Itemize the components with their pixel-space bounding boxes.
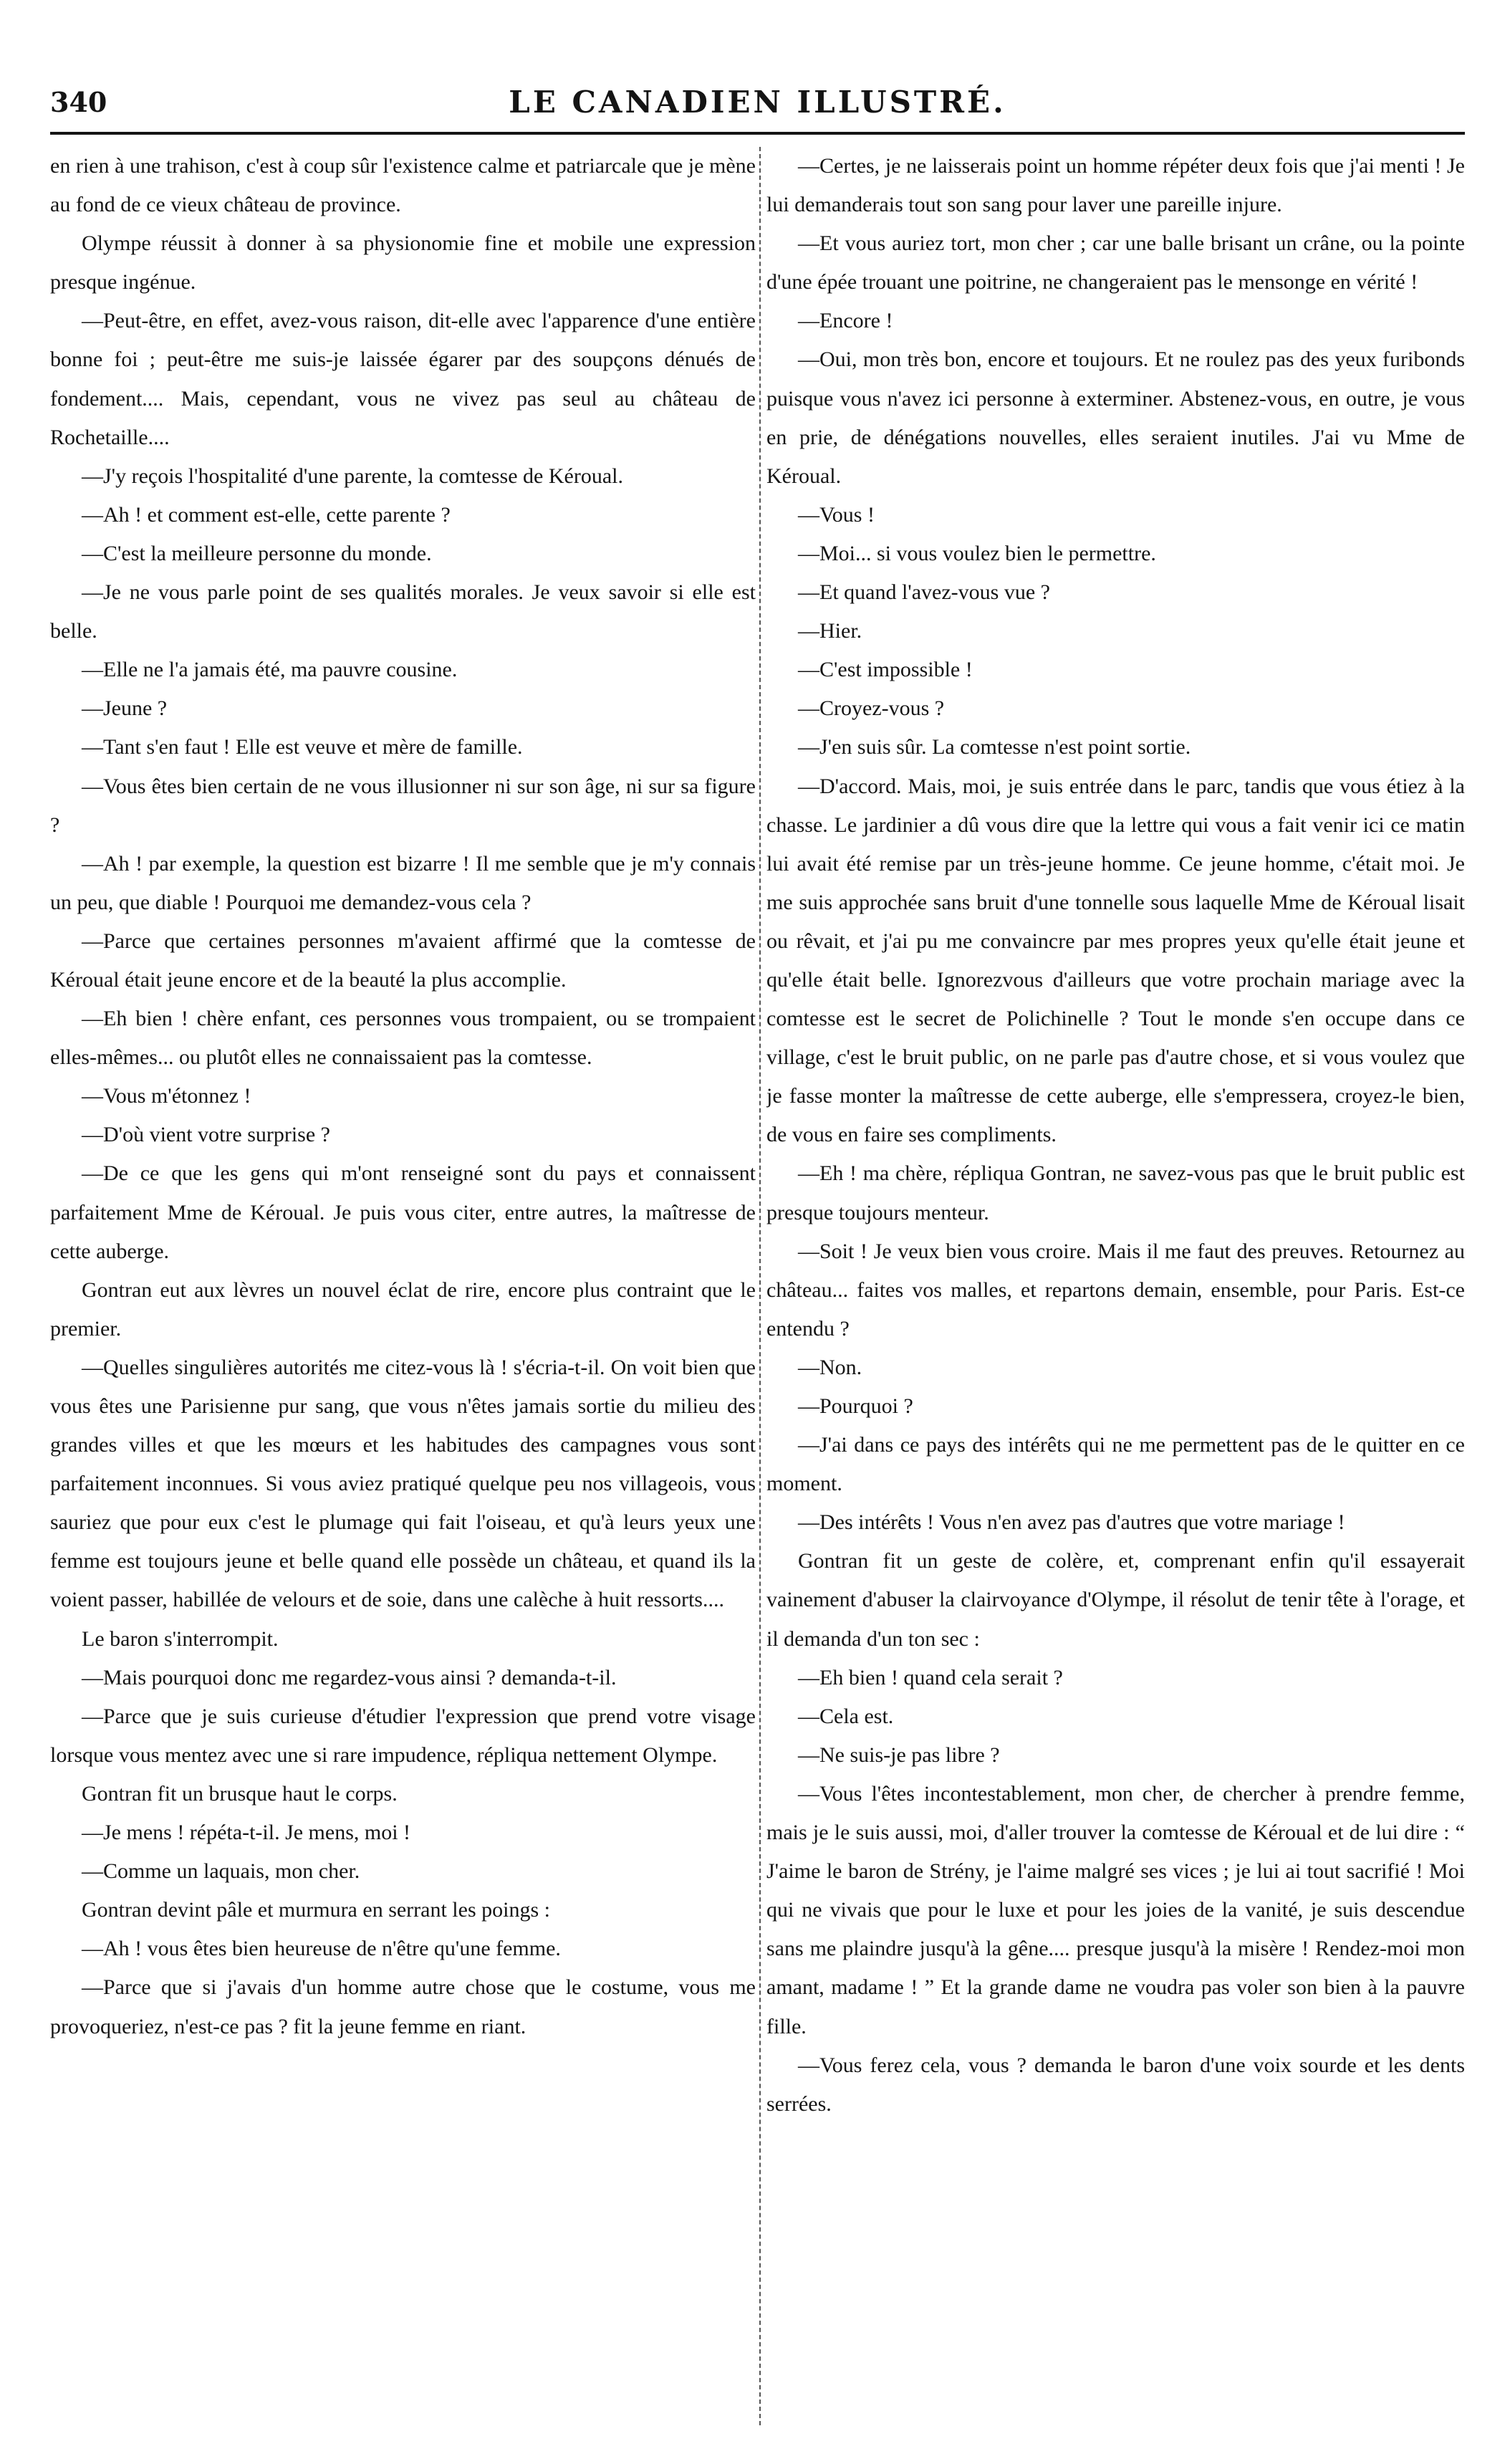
paragraph: —Cela est. <box>798 1704 894 1728</box>
paragraph: —Encore ! <box>798 309 893 333</box>
paragraph: —Comme un laquais, mon cher. <box>82 1859 360 1884</box>
paragraph: —Parce que certaines personnes m'avaient affirmé que la comtesse de Kéroual était jeune encore et de la beauté la plus accomplie. <box>50 929 756 992</box>
left-column <box>50 147 756 2397</box>
paragraph: —Vous ferez cela, vous ? demanda le baron d'une voix sourde et les dents serrées. <box>766 2053 1465 2116</box>
paragraph: —Eh bien ! quand cela serait ? <box>798 1665 1063 1689</box>
paragraph: —Parce que si j'avais d'un homme autre chose que le costume, vous me provoqueriez, n'est-ce pas ? fit la jeune femme en riant. <box>50 1975 756 2038</box>
paragraph: —Moi... si vous voulez bien le permettre. <box>798 541 1156 565</box>
paragraph: —Ne suis-je pas libre ? <box>798 1742 1000 1767</box>
paragraph: —Ah ! et comment est-elle, cette parente ? <box>82 502 451 527</box>
header-rule <box>50 132 1465 135</box>
paragraph: —Ah ! par exemple, la question est bizarre ! Il me semble que je m'y connais un peu, que diable ! Pourquoi me demandez-vous cela ? <box>50 851 756 914</box>
right-column <box>766 147 1465 2397</box>
paragraph: —Hier. <box>798 619 862 643</box>
paragraph: —J'y reçois l'hospitalité d'une parente, la comtesse de Kéroual. <box>82 464 623 488</box>
page-header <box>50 77 1465 122</box>
paragraph: —Quelles singulières autorités me citez-vous là ! s'écria-t-il. On voit bien que vous êtes une Parisienne pur sang, que vous n'êtes jamais sortie du milieu des grandes villes et que les mœurs et les habitudes des campagnes vous sont parfaitement inconnues. Si vous aviez pratiqué quelque peu nos villageois, vous sauriez que pour eux c'est le plumage qui fait l'oiseau, et qu'à leurs yeux une femme est toujours jeune et belle quand elle possède un château, et quand ils la voient passer, habillée de velours et de soie, dans une calèche à huit ressorts.... <box>50 1355 756 1612</box>
paragraph: Gontran eut aux lèvres un nouvel éclat de rire, encore plus contraint que le premier. <box>50 1277 756 1341</box>
paragraph: —Vous êtes bien certain de ne vous illusionner ni sur son âge, ni sur sa figure ? <box>50 774 756 837</box>
paragraph: Olympe réussit à donner à sa physionomie fine et mobile une expression presque ingénue. <box>50 231 756 294</box>
paragraph: —Vous m'étonnez ! <box>82 1084 251 1108</box>
paragraph: —Ah ! vous êtes bien heureuse de n'être qu'une femme. <box>82 1937 561 1961</box>
page-number: 340 <box>50 86 107 118</box>
paragraph: —Et vous auriez tort, mon cher ; car une balle brisant un crâne, ou la pointe d'une épée trouant une poitrine, ne changeraient pas le mensonge en vérité ! <box>766 231 1465 294</box>
paragraph: —C'est impossible ! <box>798 658 973 682</box>
paragraph: —Oui, mon très bon, encore et toujours. Et ne roulez pas des yeux furibonds puisque vous n'avez ici personne à exterminer. Abstenez-vous, en outre, je vous en prie, de dénégations nouvelles, elles seraient inutiles. J'ai vu Mme de Kéroual. <box>766 347 1465 488</box>
paragraph: —Eh ! ma chère, répliqua Gontran, ne savez-vous pas que le bruit public est presque toujours menteur. <box>766 1161 1465 1224</box>
paragraph: —Non. <box>798 1355 862 1379</box>
paragraph: —Je ne vous parle point de ses qualités morales. Je veux savoir si elle est belle. <box>50 580 756 643</box>
paragraph: —Je mens ! répéta-t-il. Je mens, moi ! <box>82 1821 411 1845</box>
paragraph: —Vous l'êtes incontestablement, mon cher, de chercher à prendre femme, mais je le suis aussi, moi, d'aller trouver la comtesse de Kéroual et de lui dire : “ J'aime le baron de Strény, je l'aime malgré ses vices ; je lui ai tout sacrifié ! Moi qui ne vivais que pour le luxe et pour les joies de la vanité, je suis descendue sans me plaindre jusqu'à la gêne.... presque jusqu'à la misère ! Rendez-moi mon amant, madame ! ” Et la grande dame ne voudra pas voler son bien à la pauvre fille. <box>766 1781 1465 2038</box>
paragraph: Gontran fit un geste de colère, et, comprenant enfin qu'il essayerait vainement d'abuser la clairvoyance d'Olympe, il résolut de tenir tête à l'orage, et il demanda d'un ton sec : <box>766 1549 1465 1651</box>
paragraph: Le baron s'interrompit. <box>82 1626 279 1651</box>
paragraph: —Peut-être, en effet, avez-vous raison, dit-elle avec l'apparence d'une entière bonne foi ; peut-être me suis-je laissée égarer par des soupçons dénués de fondement.... Mais, cependant, vous ne vivez pas seul au château de Rochetaille.... <box>50 309 756 449</box>
paragraph: —Elle ne l'a jamais été, ma pauvre cousine. <box>82 658 458 682</box>
paragraph: Gontran devint pâle et murmura en serrant les poings : <box>82 1898 550 1922</box>
column-divider <box>759 147 761 2425</box>
paragraph: —Pourquoi ? <box>798 1394 913 1418</box>
paragraph: —D'accord. Mais, moi, je suis entrée dans le parc, tandis que vous étiez à la chasse. Le jardinier a dû vous dire que la lettre qui vous a fait venir ici ce matin lui avait été remise par un très-jeune homme. Ce jeune homme, c'était moi. Je me suis approchée sans bruit d'une tonnelle sous laquelle Mme de Kéroual lisait ou rêvait, et j'ai pu me convaincre par mes propres yeux qu'elle était jeune et qu'elle était belle. Ignorezvous d'ailleurs que votre prochain mariage avec la comtesse est le secret de Polichinelle ? Tout le monde s'en occupe dans ce village, c'est le bruit public, on ne parle pas d'autre chose, et si vous voulez que je fasse monter la maîtresse de cette auberge, elle s'empressera, croyez-le bien, de vous en faire ses compliments. <box>766 774 1465 1147</box>
paragraph: —Tant s'en faut ! Elle est veuve et mère de famille. <box>82 735 523 759</box>
paragraph: —De ce que les gens qui m'ont renseigné sont du pays et connaissent parfaitement Mme de Kéroual. Je puis vous citer, entre autres, la maîtresse de cette auberge. <box>50 1161 756 1263</box>
paragraph: —Parce que je suis curieuse d'étudier l'expression que prend votre visage lorsque vous mentez avec une si rare impudence, répliqua nettement Olympe. <box>50 1704 756 1767</box>
paragraph: —J'ai dans ce pays des intérêts qui ne me permettent pas de le quitter en ce moment. <box>766 1433 1465 1496</box>
paragraph: —J'en suis sûr. La comtesse n'est point sortie. <box>798 735 1191 759</box>
paragraph: —D'où vient votre surprise ? <box>82 1123 330 1147</box>
paragraph: en rien à une trahison, c'est à coup sûr l'existence calme et patriarcale que je mène au fond de ce vieux château de province. <box>50 154 756 217</box>
paragraph: Gontran fit un brusque haut le corps. <box>82 1781 398 1806</box>
paragraph: —Vous ! <box>798 502 875 527</box>
paragraph: —Soit ! Je veux bien vous croire. Mais il me faut des preuves. Retournez au château... faites vos malles, et repartons demain, ensemble, pour Paris. Est-ce entendu ? <box>766 1239 1465 1341</box>
journal-title: LE CANADIEN ILLUSTRÉ. <box>509 85 1006 120</box>
paragraph: —Des intérêts ! Vous n'en avez pas d'autres que votre mariage ! <box>798 1510 1345 1535</box>
paragraph: —Certes, je ne laisserais point un homme répéter deux fois que j'ai menti ! Je lui demanderais tout son sang pour laver une pareille injure. <box>766 154 1465 217</box>
paragraph: —Eh bien ! chère enfant, ces personnes vous trompaient, ou se trompaient elles-mêmes... ou plutôt elles ne connaissaient pas la comtesse. <box>50 1007 756 1070</box>
paragraph: —Et quand l'avez-vous vue ? <box>798 580 1050 605</box>
paragraph: —Jeune ? <box>82 696 168 721</box>
paragraph: —Mais pourquoi donc me regardez-vous ainsi ? demanda-t-il. <box>82 1665 617 1689</box>
paragraph: —Croyez-vous ? <box>798 696 945 721</box>
paragraph: —C'est la meilleure personne du monde. <box>82 541 432 565</box>
